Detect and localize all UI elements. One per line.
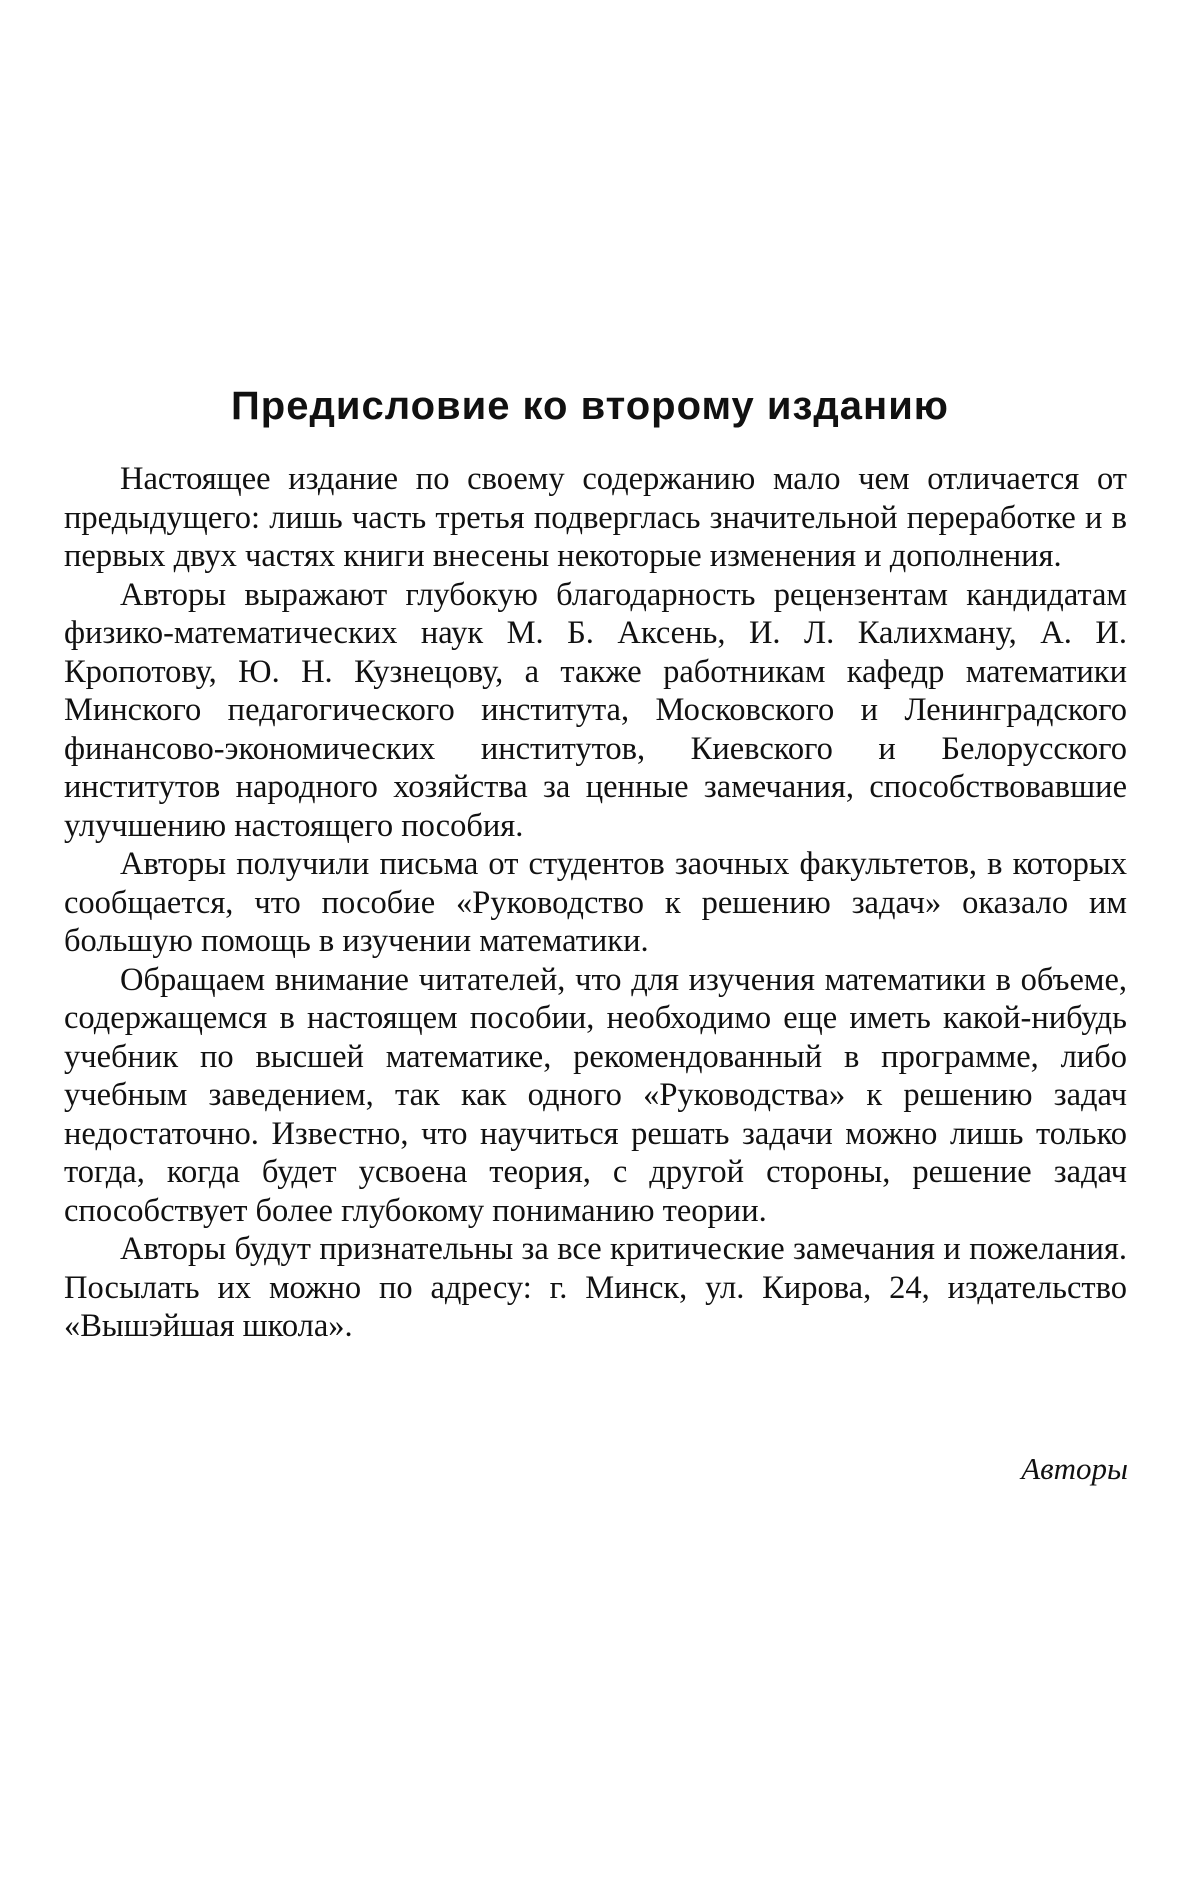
paragraph-4: Обращаем внимание читателей, что для изучения математики в объеме, содержащемся в настоящем пособии, необходимо еще иметь какой-нибудь учебник по высшей математике, рекомендованный в программе, либо учебным заведением, так как одного «Руководства» к решению задач недостаточно. Известно, что научиться решать задачи можно лишь только тогда, когда будет усвоена теория, с другой стороны, решение задач способствует более глубокому пониманию теории. [64,961,1127,1229]
paragraph-1: Настоящее издание по своему содержанию мало чем отличается от предыдущего: лишь часть третья подверглась значительной переработке и в первых двух частях книги внесены некоторые изменения и дополнения. [64,461,1127,574]
page-title: Предисловие ко второму изданию [231,384,949,428]
paragraph-3: Авторы получили письма от студентов заочных факультетов, в которых сообщается, что пособие «Руководство к решению задач» оказало им большую помощь в изучении математики. [64,846,1127,959]
signature: Авторы [1021,1451,1128,1486]
paragraph-5: Авторы будут признательны за все критические замечания и пожелания. Посылать их можно по адресу: г. Минск, ул. Кирова, 24, издательство «Вышэйшая школа». [64,1231,1127,1344]
paragraph-2: Авторы выражают глубокую благодарность рецензентам кандидатам физико-математических наук М. Б. Аксень, И. Л. Калихману, А. И. Кропотову, Ю. Н. Кузнецову, а также работникам кафедр математики Минского педагогического института, Московского и Ленинградского финансово-экономических институтов, Киевского и Белорусского институтов народного хозяйства за ценные замечания, способствовавшие улучшению настоящего пособия. [64,576,1127,844]
preface-body [64,460,1127,1346]
